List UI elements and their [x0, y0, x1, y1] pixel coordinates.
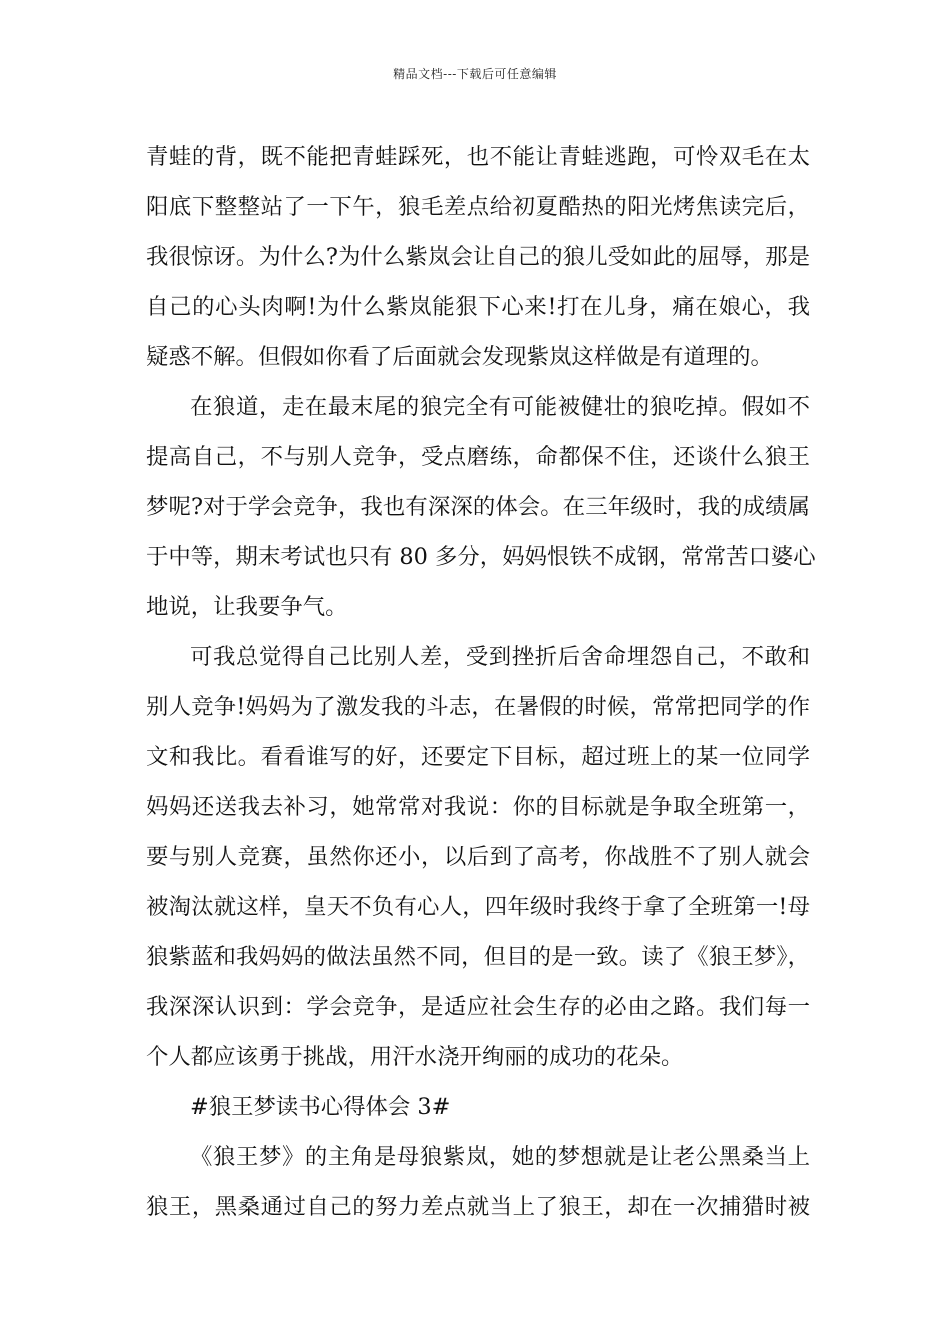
- text-line: 文和我比。看看谁写的好，还要定下目标，超过班上的某一位同学: [146, 744, 810, 770]
- text-line: 被淘汰就这样，皇天不负有心人，四年级时我终于拿了全班第一!母: [146, 894, 810, 920]
- page-header: 精品文档---下载后可任意编辑: [393, 67, 557, 81]
- text-line: 别人竞争!妈妈为了激发我的斗志，在暑假的时候，常常把同学的作: [146, 694, 810, 720]
- text-line: 提高自己，不与别人竞争，受点磨练，命都保不住，还谈什么狼王: [146, 444, 810, 470]
- section-heading-text: #狼王梦读书心得体会 3#: [190, 1094, 451, 1120]
- text-line: 地说，让我要争气。: [146, 594, 348, 620]
- text-line: 在狼道，走在最末尾的狼完全有可能被健壮的狼吃掉。假如不: [190, 394, 810, 420]
- text-line: 《狼王梦》的主角是母狼紫岚，她的梦想就是让老公黑桑当上: [190, 1144, 810, 1170]
- section-heading: [146, 1082, 810, 1132]
- text-line: 自己的心头肉啊!为什么紫岚能狠下心来!打在儿身，痛在娘心，我: [146, 294, 810, 320]
- text-line: 阳底下整整站了一下午，狼毛差点给初夏酷热的阳光烤焦读完后，: [146, 194, 810, 220]
- text-line: 我深深认识到：学会竞争，是适应社会生存的必由之路。我们每一: [146, 994, 810, 1020]
- document-body: [146, 132, 816, 1232]
- paragraph-1: [146, 132, 810, 382]
- text-line: 疑惑不解。但假如你看了后面就会发现紫岚这样做是有道理的。: [146, 344, 773, 370]
- paragraph-3: [146, 632, 810, 1082]
- text-line: 青蛙的背，既不能把青蛙踩死，也不能让青蛙逃跑，可怜双毛在太: [146, 144, 810, 170]
- text-line: 妈妈还送我去补习，她常常对我说：你的目标就是争取全班第一，: [146, 794, 810, 820]
- paragraph-4: [146, 1132, 810, 1232]
- paragraph-2: [146, 382, 816, 632]
- text-line: 我很惊讶。为什么?为什么紫岚会让自己的狼儿受如此的屈辱，那是: [146, 244, 810, 270]
- text-line: 狼王，黑桑通过自己的努力差点就当上了狼王，却在一次捕猎时被: [146, 1194, 810, 1220]
- text-line: 于中等，期末考试也只有 80 多分，妈妈恨铁不成钢，常常苦口婆心: [146, 544, 816, 570]
- text-line: 个人都应该勇于挑战，用汗水浇开绚丽的成功的花朵。: [146, 1044, 684, 1070]
- text-line: 要与别人竞赛，虽然你还小，以后到了高考，你战胜不了别人就会: [146, 844, 810, 870]
- text-line: 狼紫蓝和我妈妈的做法虽然不同，但目的是一致。读了《狼王梦》，: [146, 944, 810, 970]
- text-line: 梦呢?对于学会竞争，我也有深深的体会。在三年级时，我的成绩属: [146, 494, 810, 520]
- text-line: 可我总觉得自己比别人差，受到挫折后舍命埋怨自己，不敢和: [190, 644, 810, 670]
